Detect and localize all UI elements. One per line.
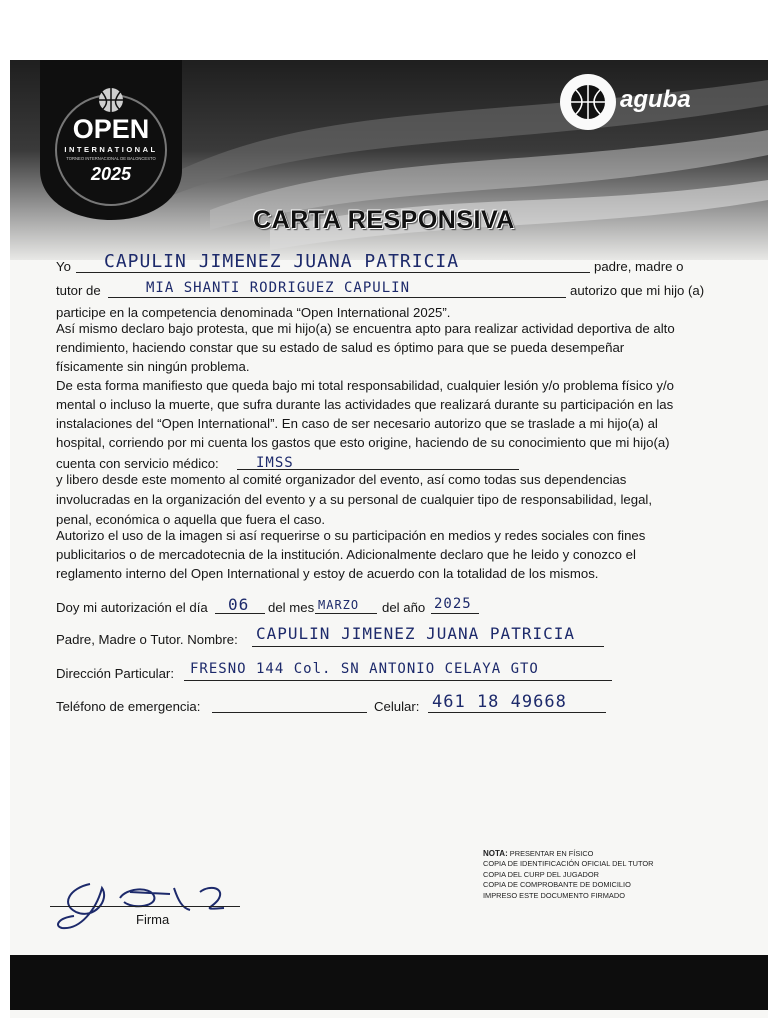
anio-underline [431,613,479,614]
yo-name-handwritten: CAPULIN JIMENEZ JUANA PATRICIA [104,251,460,272]
direccion-underline [184,680,612,681]
yo-label: Yo [56,259,71,274]
telefono-underline [212,712,367,713]
body-line: publicitarios o de mercadotecnia de la institución. Adicionalmente declaro que he leido y conozco el [56,547,636,562]
logo-tagline-text: TORNEO INTERNACIONAL DE BALONCESTO [66,156,156,161]
nota-heading: NOTA: [483,849,508,858]
basketball-federation-badge-icon [558,72,618,132]
nota-heading-rest: PRESENTAR EN FÍSICO [509,849,594,858]
mes-handwritten: MARZO [318,598,360,612]
firma-label: Firma [136,912,170,927]
body-line: instalaciones del “Open International”. En caso de ser necesario autorizo que se traslade a mi hijo(a) al [56,416,658,431]
open-international-logo [40,60,182,220]
nombre-label: Padre, Madre o Tutor. Nombre: [56,632,238,647]
document-title: CARTA RESPONSIVA [253,206,515,234]
anio-handwritten: 2025 [434,596,472,612]
tutor-label: tutor de [56,283,101,298]
celular-underline [428,712,606,713]
signature-scribble [50,870,280,940]
dia-handwritten: 06 [228,595,250,614]
body-line: De esta forma manifiesto que queda bajo mi total responsabilidad, cualquier lesión y/o problema físico y/o [56,378,674,393]
padre-madre-label: padre, madre o [594,259,684,274]
aguba-logo [558,72,718,132]
logo-open-text: OPEN [72,114,150,144]
body-line: participe en la competencia denominada “Open International 2025”. [56,305,451,320]
nombre-underline [252,646,604,647]
mes-underline [315,613,377,614]
nota-item: COPIA DEL CURP DEL JUGADOR [483,869,599,879]
body-line: mental o incluso la muerte, que sufra durante las actividades que realizará durante su participación en las [56,397,674,412]
body-line: penal, económica o aquella que fuera el caso. [56,512,326,527]
body-line: rendimiento, haciendo constar que su estado de salud es óptimo para que se pueda desempeñar [56,340,625,355]
celular-label: Celular: [374,699,420,714]
yo-underline [76,272,590,273]
nombre-handwritten: CAPULIN JIMENEZ JUANA PATRICIA [256,624,575,643]
fecha-label-anio: del año [382,600,426,615]
nota-item: COPIA DE IDENTIFICACIÓN OFICIAL DEL TUTOR [483,859,654,869]
celular-handwritten: 461 18 49668 [432,692,567,712]
fecha-label-mes: del mes [268,600,315,615]
body-line: Autorizo el uso de la imagen si así requerirse o su participación en medios y redes sociales con fines [56,528,646,543]
direccion-label: Dirección Particular: [56,666,174,681]
aguba-brand-text: aguba [620,86,691,113]
body-line: hospital, corriendo por mi cuenta los gastos que esto origine, haciendo de su conocimiento que mi hijo(a) [56,435,670,450]
body-line: reglamento interno del Open International y estoy de acuerdo con la totalidad de los mismos. [56,566,599,581]
nota-item: IMPRESO ESTE DOCUMENTO FIRMADO [483,890,625,900]
firma-underline [50,906,240,907]
tutor-underline [108,297,566,298]
footer-bar [10,955,768,1010]
servicio-medico-label: cuenta con servicio médico: [56,456,219,471]
tutor-name-handwritten: MIA SHANTI RODRIGUEZ CAPULIN [146,280,411,296]
logo-year-text: 2025 [90,164,132,184]
body-line: involucradas en la organización del evento y a su personal de cualquier tipo de responsabilidad, legal, [56,492,653,507]
telefono-label: Teléfono de emergencia: [56,699,201,714]
servicio-medico-handwritten: IMSS [256,455,294,471]
logo-international-text: INTERNATIONAL [64,145,158,154]
nota-item: COPIA DE COMPROBANTE DE DOMICILIO [483,880,631,890]
body-line: Así mismo declaro bajo protesta, que mi hijo(a) se encuentra apto para realizar actividad deportiva de alto [56,321,675,336]
body-line: y libero desde este momento al comité organizador del evento, así como todas sus dependencias [56,472,627,487]
body-line: físicamente sin ningún problema. [56,359,250,374]
nota-box [483,849,653,901]
autorizo-label: autorizo que mi hijo (a) [570,283,705,298]
fecha-label-dia: Doy mi autorización el día [56,600,208,615]
direccion-handwritten: FRESNO 144 Col. SN ANTONIO CELAYA GTO [190,661,539,677]
